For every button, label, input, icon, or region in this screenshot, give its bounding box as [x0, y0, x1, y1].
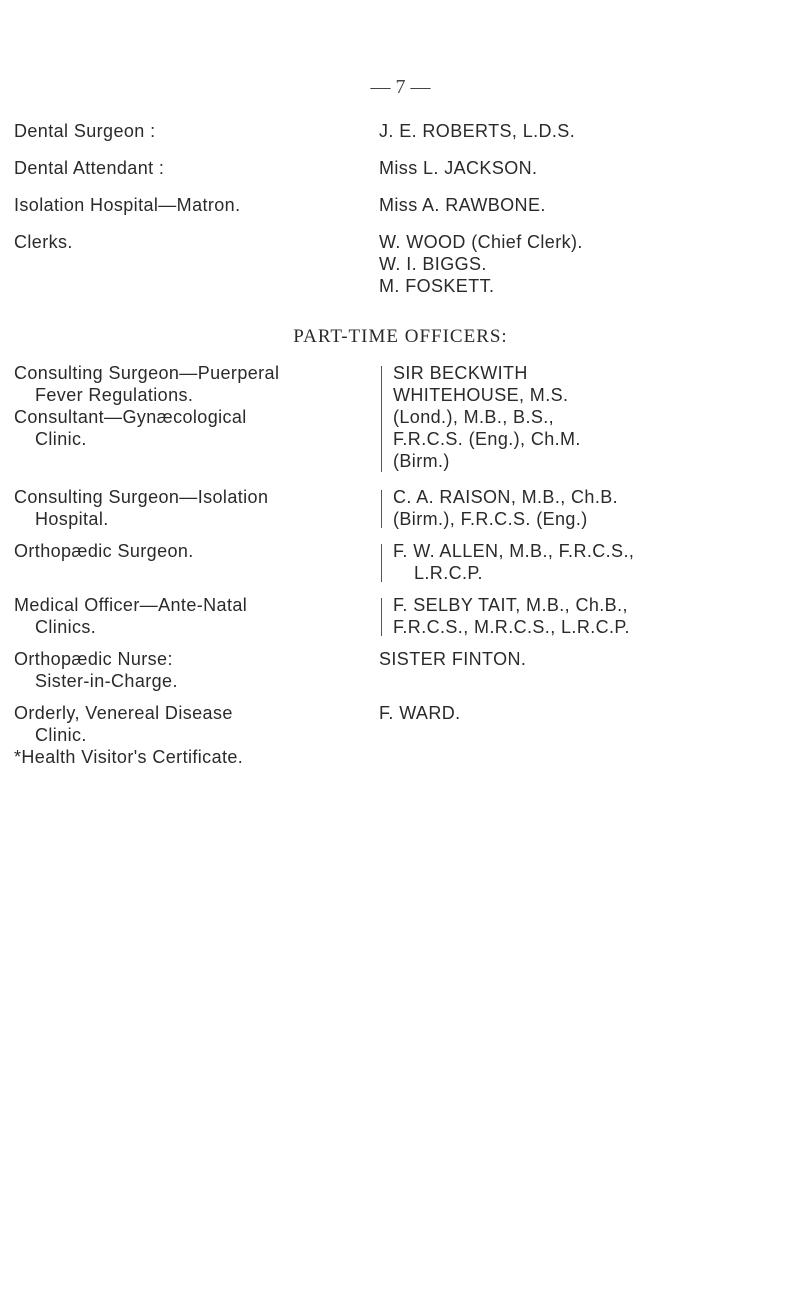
role-isolation-matron: Isolation Hospital—Matron.	[14, 195, 241, 215]
role-line: Clinics.	[35, 617, 97, 637]
name-line: L.R.C.P.	[414, 563, 483, 583]
name-dental-surgeon: J. E. ROBERTS, L.D.S.	[379, 121, 576, 141]
name-dental-attendant: Miss L. JACKSON.	[379, 158, 538, 178]
name-allen	[393, 540, 634, 584]
clerk-name: W. WOOD (Chief Clerk).	[379, 232, 583, 252]
role-line: Clinic.	[35, 429, 87, 449]
brace	[369, 544, 382, 582]
role-line: Sister-in-Charge.	[35, 671, 178, 691]
role-line: Hospital.	[35, 509, 109, 529]
name-isolation-matron: Miss A. RAWBONE.	[379, 195, 546, 215]
name-line: (Birm.)	[393, 451, 450, 471]
names-clerks	[379, 231, 583, 297]
name-selby-tait	[393, 594, 630, 638]
role-line: Consultant—Gynæcological	[14, 407, 247, 427]
part-time-heading: PART-TIME OFFICERS:	[293, 326, 508, 347]
role-line: Medical Officer—Ante-Natal	[14, 595, 248, 615]
role-clerks: Clerks.	[14, 232, 73, 252]
role-dental-attendant: Dental Attendant :	[14, 158, 165, 178]
brace	[369, 490, 382, 528]
role-orthopaedic-nurse	[14, 648, 178, 692]
footnote: *Health Visitor's Certificate.	[14, 747, 244, 767]
role-orthopaedic-surgeon: Orthopædic Surgeon.	[14, 541, 194, 561]
role-line: Fever Regulations.	[35, 385, 194, 405]
clerk-name: W. I. BIGGS.	[379, 254, 487, 274]
role-line: Clinic.	[35, 725, 87, 745]
name-line: F. W. ALLEN, M.B., F.R.C.S.,	[393, 541, 635, 561]
name-line: (Lond.), M.B., B.S.,	[393, 407, 555, 427]
role-line: Consulting Surgeon—Isolation	[14, 487, 269, 507]
role-line: Consulting Surgeon—Puerperal	[14, 363, 280, 383]
role-line: Orderly, Venereal Disease	[14, 703, 233, 723]
name-line: C. A. RAISON, M.B., Ch.B.	[393, 487, 619, 507]
name-line: F.R.C.S. (Eng.), Ch.M.	[393, 429, 581, 449]
name-line: WHITEHOUSE, M.S.	[393, 385, 569, 405]
brace	[369, 366, 382, 472]
page-number: — 7 —	[370, 76, 431, 98]
name-line: (Birm.), F.R.C.S. (Eng.)	[393, 509, 588, 529]
role-dental-surgeon: Dental Surgeon :	[14, 121, 156, 141]
name-line: SIR BECKWITH	[393, 363, 528, 383]
role-consulting-surgeon-isolation	[14, 486, 268, 530]
name-line: F.R.C.S., M.R.C.S., L.R.C.P.	[393, 617, 630, 637]
brace	[369, 598, 382, 636]
role-orderly-venereal	[14, 702, 233, 746]
role-consulting-surgeon-puerperal	[14, 362, 279, 450]
name-beckwith-whitehouse	[393, 362, 581, 472]
role-line: Orthopædic Nurse:	[14, 649, 173, 669]
clerk-name: M. FOSKETT.	[379, 276, 495, 296]
name-ward: F. WARD.	[379, 703, 461, 723]
role-medical-officer-ante-natal	[14, 594, 247, 638]
name-raison	[393, 486, 618, 530]
name-line: F. SELBY TAIT, M.B., Ch.B.,	[393, 595, 628, 615]
name-sister-finton: SISTER FINTON.	[379, 649, 527, 669]
